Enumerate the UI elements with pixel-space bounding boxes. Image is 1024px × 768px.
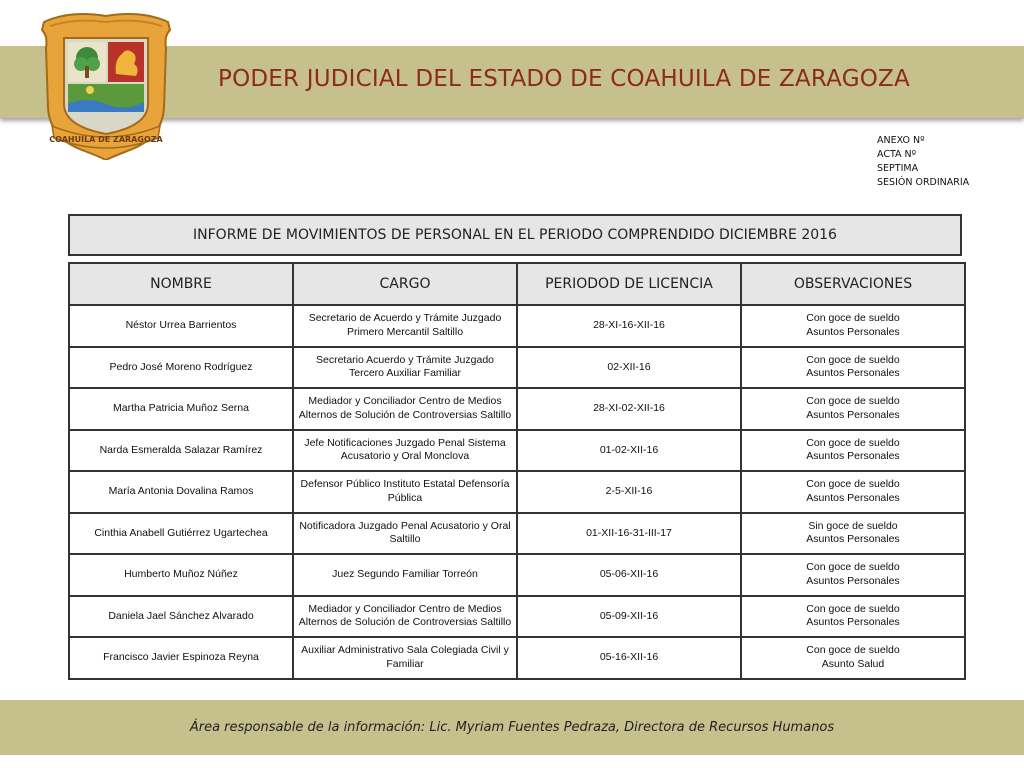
acta-label: ACTA Nº <box>877 149 917 160</box>
obs-motivo: Asuntos Personales <box>806 574 900 587</box>
column-header-observaciones: OBSERVACIONES <box>741 263 965 305</box>
column-header-nombre: NOMBRE <box>69 263 293 305</box>
obs-motivo: Asunto Salud <box>821 657 885 670</box>
cell-periodo: 28-XI-16-XII-16 <box>517 305 741 347</box>
obs-goce: Sin goce de sueldo <box>808 519 898 532</box>
session-number: SEPTIMA <box>877 163 919 174</box>
table-header-row <box>69 263 965 305</box>
cell-nombre: Pedro José Moreno Rodríguez <box>69 347 293 389</box>
cell-observaciones <box>741 471 965 513</box>
cell-cargo: Secretario Acuerdo y Trámite Juzgado Tercero Auxiliar Familiar <box>293 347 517 389</box>
cell-periodo: 05-06-XII-16 <box>517 554 741 596</box>
cell-cargo: Mediador y Conciliador Centro de Medios Alternos de Solución de Controversias Saltillo <box>293 596 517 638</box>
cell-observaciones <box>741 388 965 430</box>
obs-motivo: Asuntos Personales <box>806 325 900 338</box>
cell-nombre: Martha Patricia Muñoz Serna <box>69 388 293 430</box>
cell-cargo: Auxiliar Administrativo Sala Colegiada Civil y Familiar <box>293 637 517 679</box>
cell-observaciones <box>741 513 965 555</box>
cell-nombre: Humberto Muñoz Núñez <box>69 554 293 596</box>
table-row <box>69 513 965 555</box>
anexo-label: ANEXO Nº <box>877 135 925 146</box>
table-row <box>69 388 965 430</box>
cell-cargo: Mediador y Conciliador Centro de Medios Alternos de Solución de Controversias Saltillo <box>293 388 517 430</box>
coahuila-crest-icon <box>30 8 182 160</box>
session-info <box>877 134 969 190</box>
cell-observaciones <box>741 596 965 638</box>
cell-observaciones <box>741 430 965 472</box>
table-row <box>69 430 965 472</box>
session-type: SESIÓN ORDINARIA <box>877 177 970 188</box>
obs-goce: Con goce de sueldo <box>806 561 900 574</box>
cell-nombre: Francisco Javier Espinoza Reyna <box>69 637 293 679</box>
obs-goce: Con goce de sueldo <box>806 353 900 366</box>
cell-nombre: María Antonia Dovalina Ramos <box>69 471 293 513</box>
table-row <box>69 471 965 513</box>
cell-nombre: Daniela Jael Sánchez Alvarado <box>69 596 293 638</box>
cell-cargo: Defensor Público Instituto Estatal Defensoría Pública <box>293 471 517 513</box>
cell-observaciones <box>741 554 965 596</box>
cell-cargo: Jefe Notificaciones Juzgado Penal Sistema Acusatorio y Oral Monclova <box>293 430 517 472</box>
obs-goce: Con goce de sueldo <box>806 644 900 657</box>
cell-periodo: 02-XII-16 <box>517 347 741 389</box>
svg-text:COAHUILA DE ZARAGOZA: COAHUILA DE ZARAGOZA <box>49 135 163 144</box>
footer-band <box>0 700 1024 755</box>
table-row <box>69 347 965 389</box>
personnel-table <box>68 262 966 680</box>
table-row <box>69 596 965 638</box>
page-title: PODER JUDICIAL DEL ESTADO DE COAHUILA DE ZARAGOZA <box>218 66 910 92</box>
cell-cargo: Secretario de Acuerdo y Trámite Juzgado Primero Mercantil Saltillo <box>293 305 517 347</box>
cell-observaciones <box>741 347 965 389</box>
cell-nombre: Néstor Urrea Barrientos <box>69 305 293 347</box>
obs-goce: Con goce de sueldo <box>806 602 900 615</box>
obs-motivo: Asuntos Personales <box>806 408 900 421</box>
cell-cargo: Juez Segundo Familiar Torreón <box>293 554 517 596</box>
obs-goce: Con goce de sueldo <box>806 478 900 491</box>
cell-nombre: Cinthia Anabell Gutiérrez Ugartechea <box>69 513 293 555</box>
cell-cargo: Notificadora Juzgado Penal Acusatorio y Oral Saltillo <box>293 513 517 555</box>
obs-goce: Con goce de sueldo <box>806 395 900 408</box>
column-header-periodo: PERIODOD DE LICENCIA <box>517 263 741 305</box>
obs-goce: Con goce de sueldo <box>806 436 900 449</box>
cell-periodo: 01-XII-16-31-III-17 <box>517 513 741 555</box>
cell-periodo: 01-02-XII-16 <box>517 430 741 472</box>
table-row <box>69 305 965 347</box>
table-row <box>69 554 965 596</box>
cell-periodo: 05-16-XII-16 <box>517 637 741 679</box>
obs-goce: Con goce de sueldo <box>806 312 900 325</box>
obs-motivo: Asuntos Personales <box>806 491 900 504</box>
report-title: INFORME DE MOVIMIENTOS DE PERSONAL EN EL PERIODO COMPRENDIDO DICIEMBRE 2016 <box>68 214 962 256</box>
cell-observaciones <box>741 305 965 347</box>
obs-motivo: Asuntos Personales <box>806 533 900 546</box>
footer-responsible-text: Área responsable de la información: Lic. Myriam Fuentes Pedraza, Directora de Recursos Humanos <box>189 720 835 735</box>
obs-motivo: Asuntos Personales <box>806 450 900 463</box>
table-row <box>69 637 965 679</box>
cell-nombre: Narda Esmeralda Salazar Ramírez <box>69 430 293 472</box>
cell-observaciones <box>741 637 965 679</box>
cell-periodo: 05-09-XII-16 <box>517 596 741 638</box>
obs-motivo: Asuntos Personales <box>806 367 900 380</box>
column-header-cargo: CARGO <box>293 263 517 305</box>
cell-periodo: 2-5-XII-16 <box>517 471 741 513</box>
obs-motivo: Asuntos Personales <box>806 616 900 629</box>
cell-periodo: 28-XI-02-XII-16 <box>517 388 741 430</box>
